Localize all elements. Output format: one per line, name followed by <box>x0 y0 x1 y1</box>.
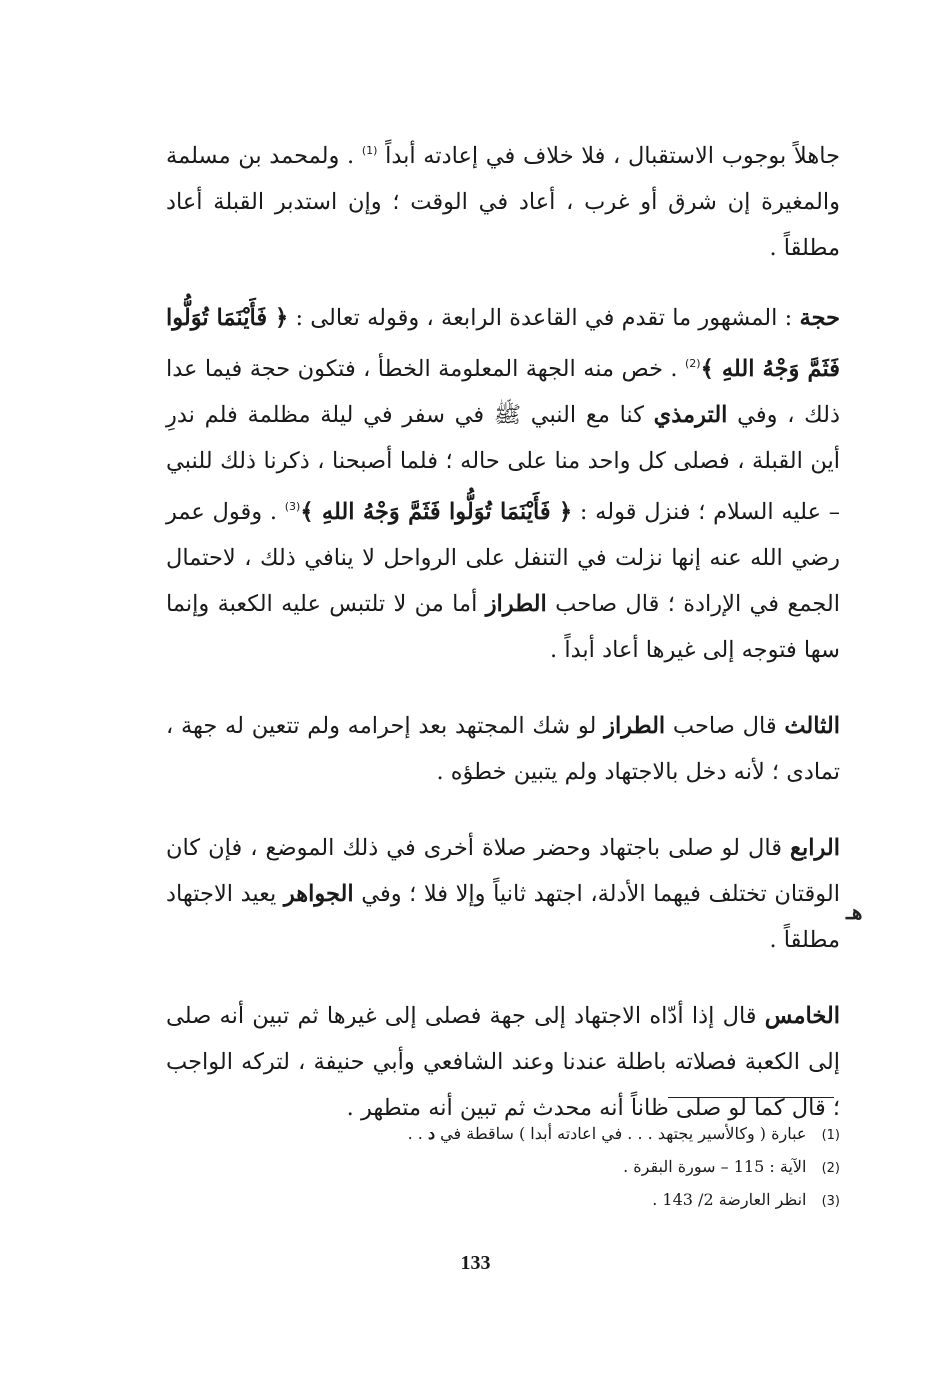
footnote-text: عبارة ( وكالأسير يجتهد . . . في اعادته أبدا ) ساقطة في <box>440 1124 807 1143</box>
footnote-ref: (2) <box>684 357 701 370</box>
footnote-number: (1) <box>821 1128 840 1143</box>
footnote-item <box>300 1184 840 1217</box>
footnotes <box>300 1118 840 1217</box>
paragraph-intro <box>166 128 840 271</box>
text: : المشهور ما تقدم في القاعدة الرابعة ، وقوله تعالى : <box>295 305 793 331</box>
footnote-ref: (1) <box>361 144 378 157</box>
text: قال إذا أدّاه الاجتهاد إلى جهة فصلى إلى غيرها ثم تبين أنه صلى إلى الكعبة فصلاته باطلة عندنا وعند الشافعي وأبي حنيفة ، لتركه الواجب ؛ قال كما لو صلى ظاناً أنه محدث ثم تبين أنه متطهر . <box>166 1003 840 1121</box>
paragraph-fifth <box>166 993 840 1131</box>
text: يعيد الاجتهاد مطلقاً . <box>166 881 840 953</box>
text: . وقول عمر رضي الله عنه إنها نزلت في التنفل على الرواحل لا ينافي ذلك ، لاحتمال الجمع في الإرادة ؛ قال صاحب <box>166 499 841 617</box>
text: . ولمحمد بن مسلمة والمغيرة إن شرق أو غرب ، أعاد في الوقت ؛ وإن استدبر القبلة أعاد مطلقاً . <box>166 143 840 261</box>
paragraph-fourth <box>166 825 840 963</box>
manuscript-siglum: د <box>427 1124 436 1143</box>
page-number: 133 <box>460 1252 491 1274</box>
keyword-source: الترمذي <box>653 402 728 428</box>
text: جاهلاً بوجوب الاستقبال ، فلا خلاف في إعادته أبداً <box>385 143 840 169</box>
keyword-heading: الثالث <box>784 713 841 739</box>
footnote-text: انظر العارضة 2/ 143 . <box>652 1190 807 1209</box>
keyword-source: الطراز <box>485 591 547 617</box>
keyword-source: الطراز <box>604 713 666 739</box>
keyword-heading: الرابع <box>789 835 840 861</box>
text: قال صاحب <box>672 713 777 739</box>
footnote-item <box>300 1118 840 1151</box>
keyword-heading: الخامس <box>764 1003 840 1029</box>
footnote-divider <box>668 1097 834 1098</box>
text: أما من لا تلتبس عليه الكعبة وإنما سها فتوجه إلى غيرها أعاد أبداً . <box>166 591 840 663</box>
footnote-ref: (3) <box>284 500 301 513</box>
text: كنا مع النبي ﷺ في سفر في ليلة مظلمة فلم ندرِ أين القبلة ، فصلى كل واحد منا على حاله ؛ فلما أصبحنا ، ذكرنا ذلك للنبي – عليه السلام ؛ فنزل قوله : <box>166 402 841 525</box>
footnote-number: (2) <box>821 1161 840 1176</box>
keyword-heading: حجة <box>799 305 840 331</box>
footnote-number: (3) <box>821 1194 840 1209</box>
quran-quote: ﴿ فَأَيْنَمَا تُوَلُّوا فَثَمَّ وَجْهُ اللهِ ﴾ <box>300 499 573 525</box>
page-body <box>166 128 840 1131</box>
footnote-text: . . <box>407 1124 423 1143</box>
footnote-item <box>300 1151 840 1184</box>
margin-marker: هـ <box>846 900 863 924</box>
paragraph-third <box>166 703 840 795</box>
keyword-source: الجواهر <box>283 881 354 907</box>
footnote-text: الآية : 115 – سورة البقرة . <box>623 1157 807 1176</box>
text: . خص منه الجهة المعلومة الخطأ ، فتكون حجة فيما عدا ذلك ، وفي <box>166 356 841 428</box>
quran-quote: ﴿ فَأَيْنَمَا تُوَلُّوا فَثَمَّ وَجْهُ اللهِ ﴾ <box>166 305 840 382</box>
text: لو شك المجتهد بعد إحرامه ولم تتعين له جهة ، تمادى ؛ لأنه دخل بالاجتهاد ولم يتبين خطؤه . <box>166 713 840 785</box>
paragraph-hujja <box>166 295 840 673</box>
text: قال لو صلى باجتهاد وحضر صلاة أخرى في ذلك الموضع ، فإن كان الوقتان تختلف فيهما الأدلة، اجتهد ثانياً وإلا فلا ؛ وفي <box>166 835 841 907</box>
